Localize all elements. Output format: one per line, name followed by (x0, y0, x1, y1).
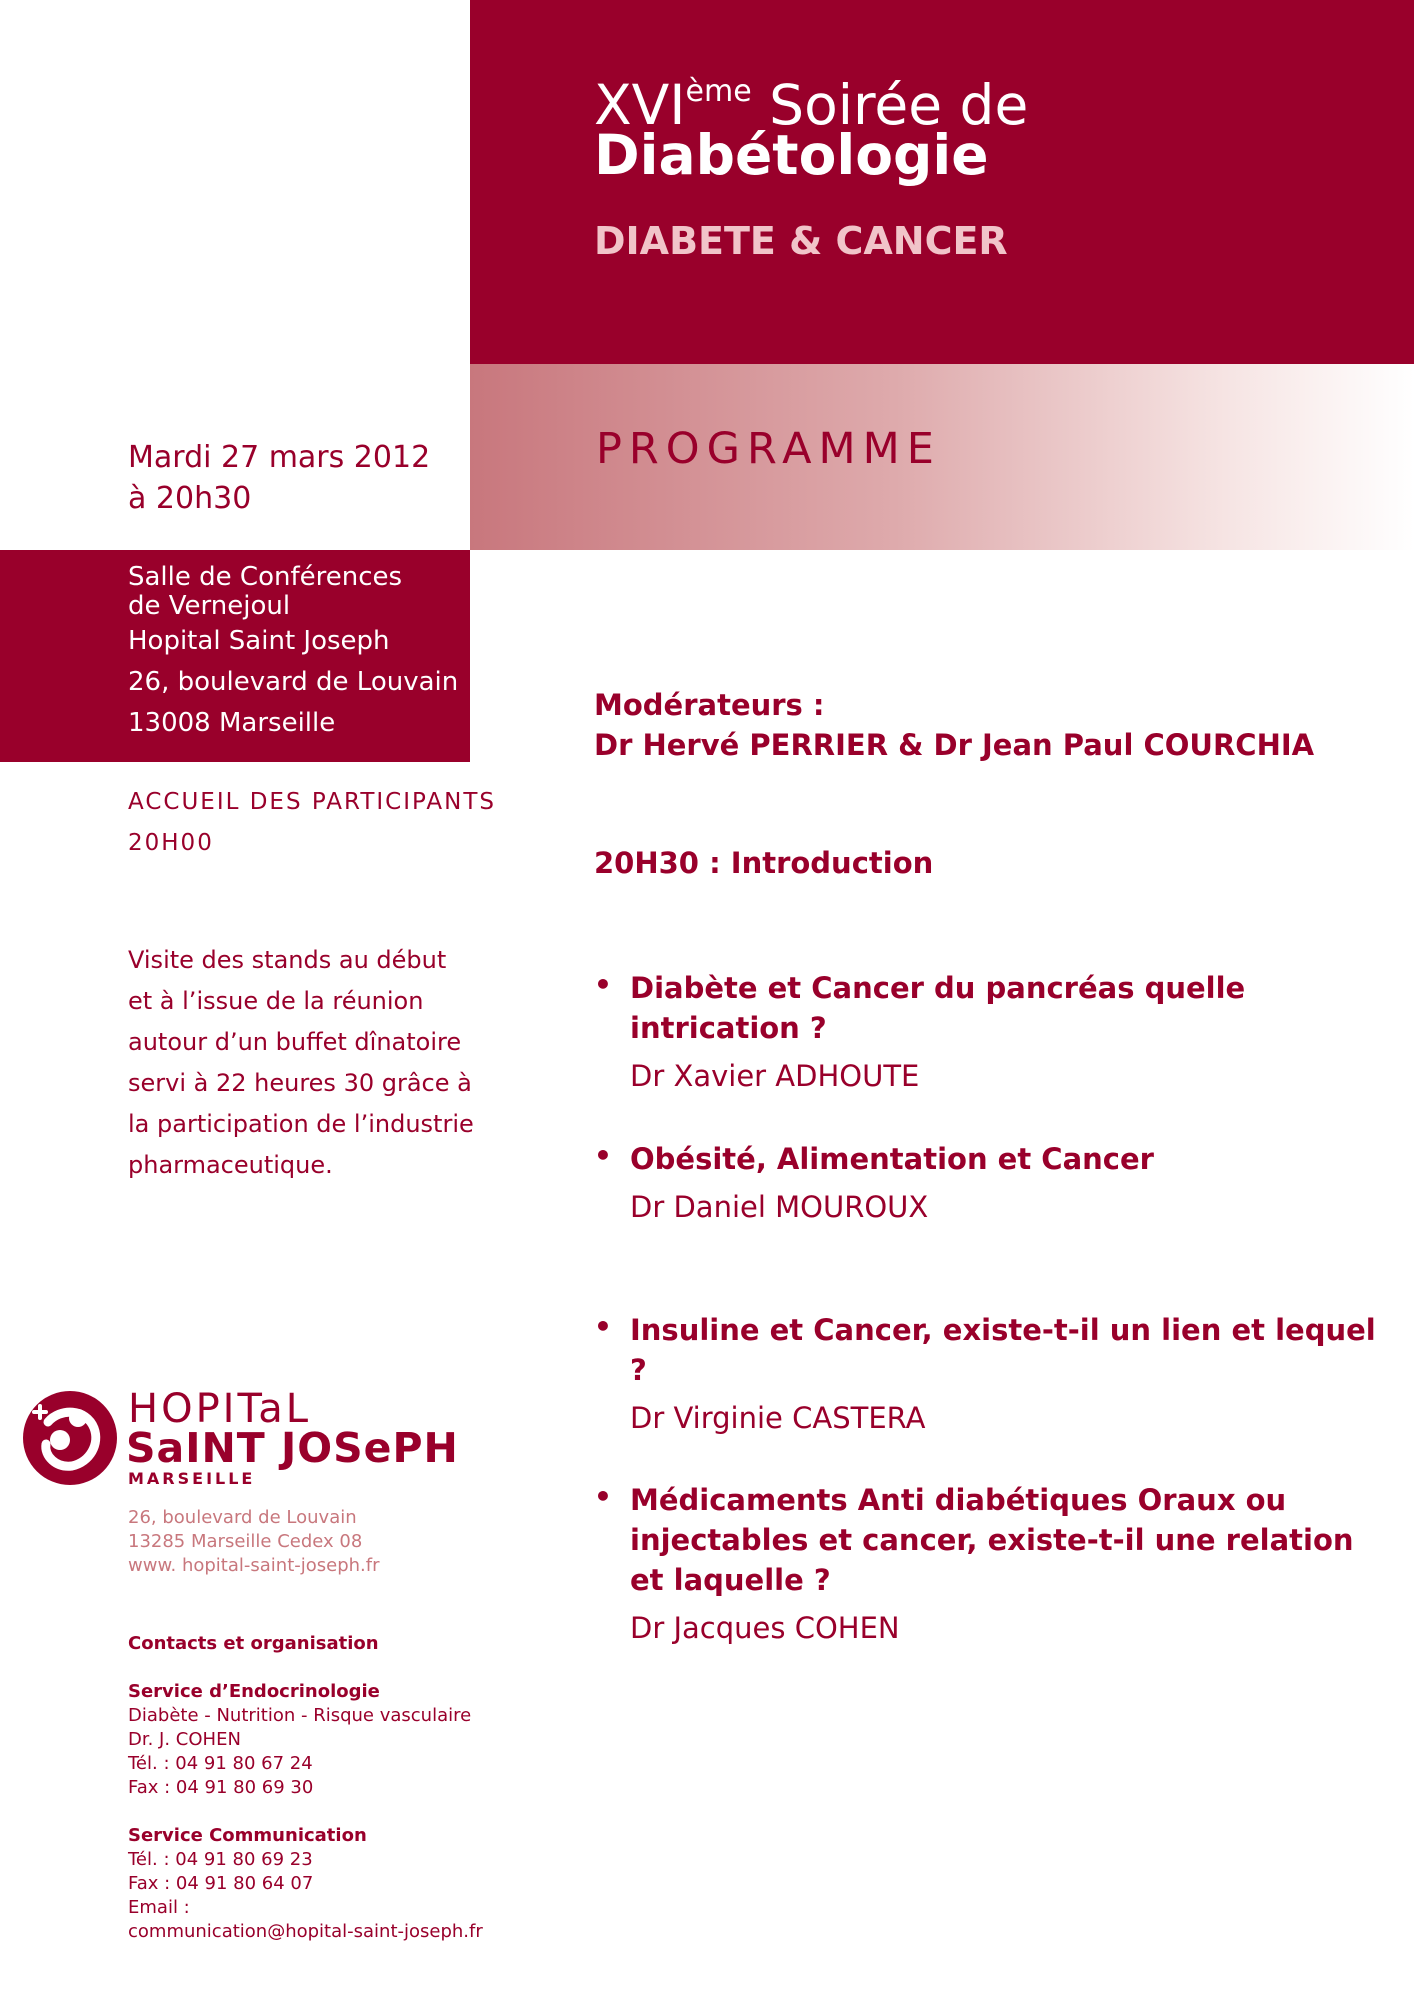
communication-title: Service Communication (128, 1825, 367, 1846)
hospital-logo-icon (20, 1388, 120, 1488)
venue-line: Hopital Saint Joseph (128, 626, 390, 656)
visit-line: pharmaceutique. (128, 1151, 333, 1179)
event-subtitle: DIABETE & CANCER (594, 219, 1008, 263)
venue-line: de Vernejoul (128, 591, 291, 621)
visit-line: servi à 22 heures 30 grâce à (128, 1069, 472, 1097)
website-link[interactable]: www. hopital-saint-joseph.fr (128, 1555, 380, 1576)
contacts-section (128, 1632, 483, 1944)
talk-title: Diabète et Cancer du pancréas quelle intrication ? (630, 971, 1246, 1045)
talk-speaker: Dr Jacques COHEN (630, 1611, 900, 1645)
endocrinology-line: Diabète - Nutrition - Risque vasculaire (128, 1705, 472, 1726)
visit-line: autour d’un buffet dînatoire (128, 1028, 462, 1056)
logo-text-marseille: MARSEILLE (128, 1469, 256, 1488)
bullet-icon: • (594, 968, 612, 1001)
welcome-time: 20H00 (128, 830, 214, 856)
logo-text-saint-joseph: SaINT JOSePH (126, 1424, 459, 1472)
talk-title-line: et laquelle ? (630, 1563, 831, 1597)
welcome-info (128, 782, 496, 864)
venue-line: Salle de Conférences (128, 562, 403, 592)
visit-info (128, 940, 474, 1186)
communication-phone: Tél. : 04 91 80 69 23 (128, 1849, 313, 1870)
hospital-address (128, 1506, 380, 1578)
introduction-item: 20H30 : Introduction (594, 846, 934, 880)
bullet-icon: • (594, 1480, 612, 1513)
endocrinology-doctor: Dr. J. COHEN (128, 1729, 241, 1750)
address-line: 26, boulevard de Louvain (128, 1507, 357, 1528)
endocrinology-fax: Fax : 04 91 80 69 30 (128, 1777, 314, 1798)
bullet-icon: • (594, 1310, 612, 1343)
visit-line: la participation de l’industrie (128, 1110, 474, 1138)
logo-text-hopital: HOPITaL (128, 1386, 312, 1432)
talk-item (594, 1139, 1384, 1227)
talk-title: Obésité, Alimentation et Cancer (630, 1142, 1154, 1176)
moderators-label: Modérateurs : (594, 688, 825, 722)
programme-heading: PROGRAMME (596, 424, 941, 474)
endocrinology-title: Service d’Endocrinologie (128, 1681, 380, 1702)
visit-line: Visite des stands au début (128, 946, 447, 974)
venue-line: 13008 Marseille (128, 708, 336, 738)
communication-fax: Fax : 04 91 80 64 07 (128, 1873, 314, 1894)
talk-title-line: injectables et cancer, existe-t-il une relation (630, 1523, 1354, 1557)
contacts-heading: Contacts et organisation (128, 1633, 379, 1654)
endocrinology-phone: Tél. : 04 91 80 67 24 (128, 1753, 313, 1774)
talk-item (594, 1480, 1384, 1648)
communication-email-link[interactable]: communication@hopital-saint-joseph.fr (128, 1921, 483, 1942)
visit-line: et à l’issue de la réunion (128, 987, 424, 1015)
date-line: Mardi 27 mars 2012 (128, 440, 431, 475)
time-line: à 20h30 (128, 481, 252, 516)
talk-item (594, 1310, 1384, 1438)
talk-title: Insuline et Cancer, existe-t-il un lien et lequel ? (630, 1313, 1376, 1387)
communication-email-label: Email : (128, 1897, 190, 1918)
talk-speaker: Dr Daniel MOUROUX (630, 1190, 929, 1224)
venue-line: 26, boulevard de Louvain (128, 667, 459, 697)
event-title: XVIème Soirée de (594, 73, 1029, 137)
talk-speaker: Dr Virginie CASTERA (630, 1401, 926, 1435)
bullet-icon: • (594, 1139, 612, 1172)
talk-title-line: Médicaments Anti diabétiques Oraux ou (630, 1483, 1287, 1517)
venue-address (128, 563, 458, 744)
event-title-line2: Diabétologie (594, 123, 989, 187)
event-date (128, 437, 430, 519)
moderators-names: Dr Hervé PERRIER & Dr Jean Paul COURCHIA (594, 728, 1315, 762)
talk-item (594, 968, 1384, 1096)
address-line: 13285 Marseille Cedex 08 (128, 1531, 363, 1552)
moderators (594, 685, 1314, 765)
welcome-label: ACCUEIL DES PARTICIPANTS (128, 789, 496, 815)
talk-speaker: Dr Xavier ADHOUTE (630, 1059, 920, 1093)
